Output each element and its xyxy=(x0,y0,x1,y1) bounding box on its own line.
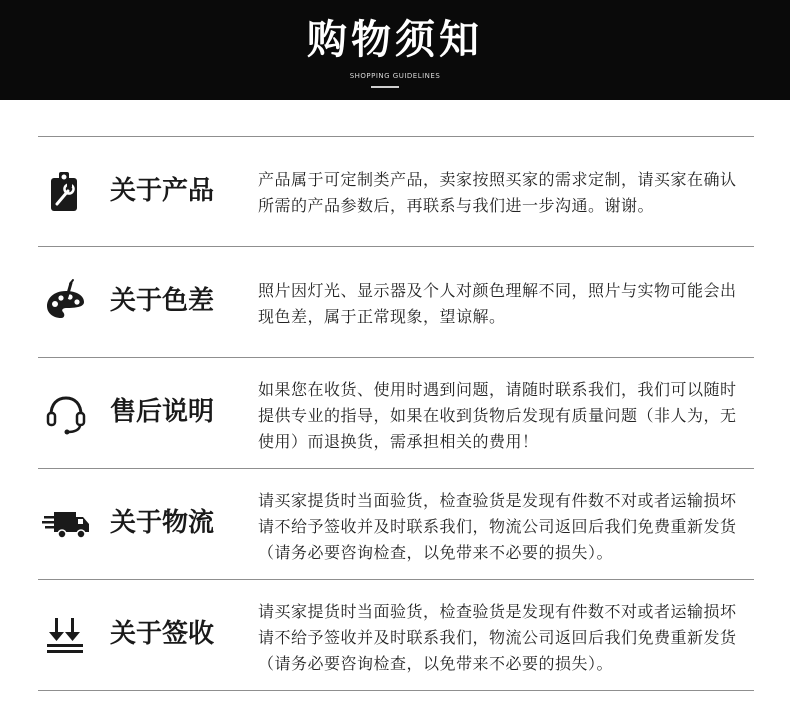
headset-icon xyxy=(42,388,90,436)
color-palette-icon xyxy=(42,277,90,325)
title-underline xyxy=(371,86,399,88)
header-banner xyxy=(0,0,790,100)
section-text: 照片因灯光、显示器及个人对颜色理解不同，照片与实物可能会出现色差，属于正常现象，望谅解。 xyxy=(258,281,737,326)
section-title: 售后说明 xyxy=(110,397,215,427)
delivery-truck-icon xyxy=(42,499,90,547)
section-title: 关于色差 xyxy=(110,286,215,316)
divider xyxy=(38,690,754,691)
section-after-sales xyxy=(38,358,754,468)
sign-receipt-icon xyxy=(42,610,90,658)
section-logistics xyxy=(38,469,754,579)
section-color xyxy=(38,247,754,357)
section-text: 请买家提货时当面验货，检查验货是发现有件数不对或者运输损坏请不给予签收并及时联系我们，物流公司返回后我们免费重新发货（请务必要咨询检查，以免带来不必要的损失）。 xyxy=(258,602,737,673)
section-text: 产品属于可定制类产品，卖家按照买家的需求定制，请买家在确认所需的产品参数后，再联系与我们进一步沟通。谢谢。 xyxy=(258,170,737,215)
page-title: 购物须知 xyxy=(307,17,483,63)
section-text: 如果您在收货、使用时遇到问题，请随时联系我们，我们可以随时提供专业的指导，如果在收到货物后发现有质量问题（非人为，无使用）而退换货，需承担相关的费用！ xyxy=(258,380,737,451)
section-text: 请买家提货时当面验货，检查验货是发现有件数不对或者运输损坏请不给予签收并及时联系我们，物流公司返回后我们免费重新发货（请务必要咨询检查，以免带来不必要的损失）。 xyxy=(258,491,737,562)
section-signing xyxy=(38,580,754,690)
page-subtitle: SHOPPING GUIDELINES xyxy=(349,72,441,80)
product-tag-wrench-icon xyxy=(42,167,90,215)
section-product xyxy=(38,137,754,247)
section-title: 关于产品 xyxy=(110,176,215,206)
section-title: 关于签收 xyxy=(110,619,215,649)
section-title: 关于物流 xyxy=(110,508,215,538)
